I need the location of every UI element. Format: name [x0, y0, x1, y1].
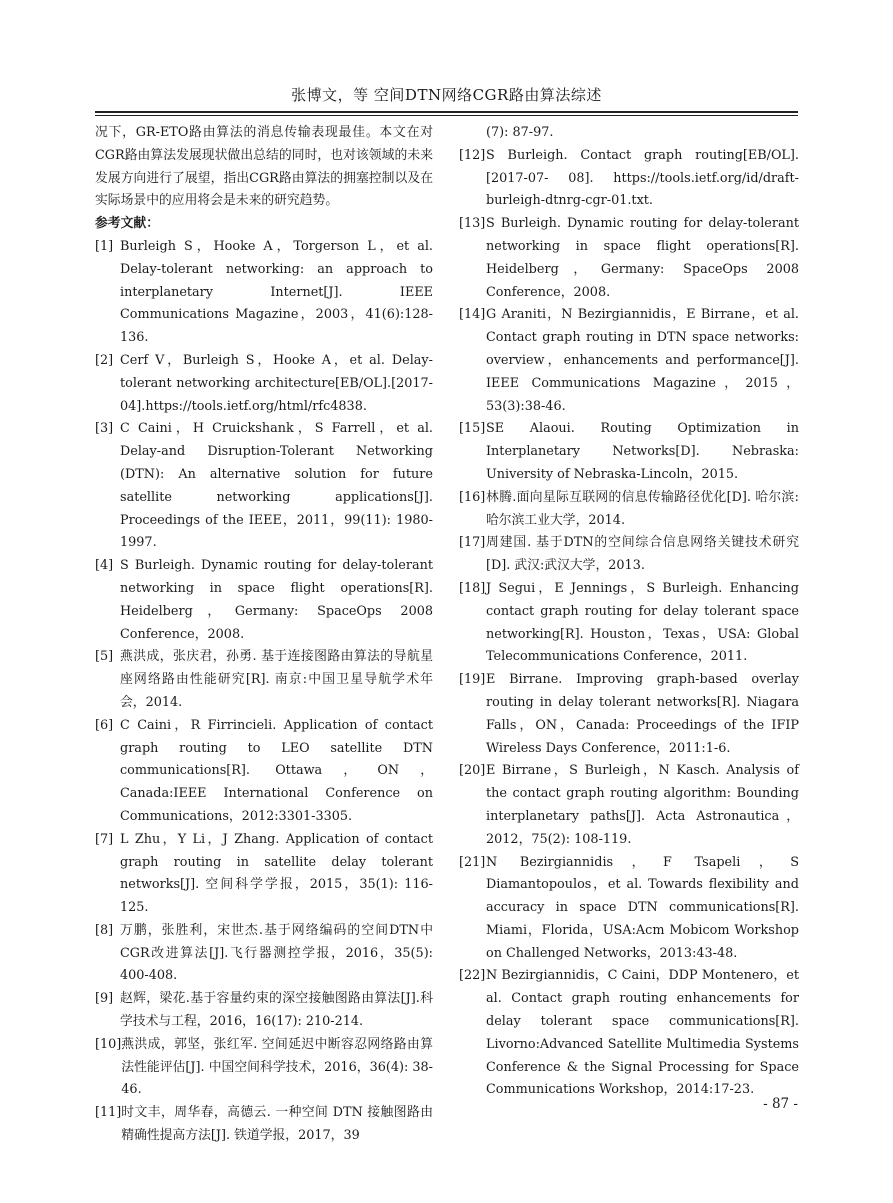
references-heading: 参考文献：	[95, 216, 159, 232]
running-header: 张博文，等 空间DTN网络CGR路由算法综述	[291, 86, 602, 104]
reference-number: [10]	[95, 1036, 122, 1052]
reference-text: N Bezirgiannidis，F Tsapeli，S Diamantopoulos，et al. Towards flexibility and accuracy in space DTN communications[R]. Miami，Florida，USA:Acm Mobicom Workshop on Challenged Networks，2013:43-48.	[486, 854, 799, 961]
reference-item	[459, 852, 799, 966]
reference-number: [15]	[459, 421, 486, 437]
header-rule-thin	[95, 115, 798, 116]
reference-item	[95, 1034, 433, 1102]
reference-text: C Caini，H Cruickshank，S Farrell，et al. Delay-and Disruption-Tolerant Networking (DTN): An alternative solution for future satellite networking applications[J]. Proceedings of the IEEE，2011，99(11): 1980-1997.	[120, 421, 433, 551]
reference-number: [9]	[95, 991, 114, 1007]
reference-text: Cerf V，Burleigh S，Hooke A，et al. Delay-tolerant networking architecture[EB/OL].[2017-04].https://tools.ietf.org/html/rfc4838.	[120, 352, 433, 414]
reference-number: [22]	[459, 968, 486, 984]
reference-number: [20]	[459, 763, 486, 779]
references-list-right	[459, 145, 799, 1102]
page-number: - 87 -	[763, 1096, 798, 1112]
reference-item	[95, 920, 433, 988]
reference-item	[95, 646, 433, 714]
reference-text: S Burleigh. Dynamic routing for delay-tolerant networking in space flight operations[R]. Heidelberg，Germany: SpaceOps 2008 Conference，2008.	[120, 558, 433, 642]
conclusion-paragraph: 况下，GR-ETO路由算法的消息传输表现最佳。本文在对CGR路由算法发展现状做出总结的同时，也对该领域的未来发展方向进行了展望，指出CGR路由算法的拥塞控制以及在实际场景中的应用将会是未来的研究趋势。	[95, 125, 433, 209]
reference-item	[459, 532, 799, 578]
reference-text: J Segui，E Jennings，S Burleigh. Enhancing contact graph routing for delay tolerant space networking[R]. Houston，Texas，USA: Global Telecommunications Conference，2011.	[486, 580, 799, 665]
reference-text: S Burleigh. Contact graph routing[EB/OL]. [2017-07- 08]. https://tools.ietf.org/id/draft- burleigh-dtnrg-cgr-01.txt.	[486, 147, 799, 209]
reference-text: 燕洪成，郭坚，张红军. 空间延迟中断容忍网络路由算法性能评估[J]. 中国空间科学技术，2016，36(4): 38-46.	[121, 1036, 433, 1098]
reference-number: [21]	[459, 854, 486, 870]
reference-text: L Zhu，Y Li，J Zhang. Application of contact graph routing in satellite delay tolerant networks[J]. 空间科学学报，2015，35(1): 116-125.	[120, 831, 433, 916]
reference-number: [18]	[459, 580, 486, 596]
reference-item	[459, 760, 799, 851]
reference-item	[95, 418, 433, 555]
reference-item	[459, 578, 799, 669]
reference-number: [14]	[459, 307, 486, 323]
reference-item	[459, 213, 799, 304]
reference-item	[95, 236, 433, 350]
reference-number: [4]	[95, 558, 114, 574]
reference-text: S Burleigh. Dynamic routing for delay-tolerant networking in space flight operations[R]. Heidelberg，Germany: SpaceOps 2008 Conference，2008.	[486, 216, 799, 300]
reference-text: N Bezirgiannidis，C Caini，DDP Montenero，et al. Contact graph routing enhancements for delay tolerant space communications[R]. Livorno:Advanced Satellite Multimedia Systems Conference & the Signal Processing for Space Communications Workshop，2014:17-23.	[486, 968, 799, 1098]
reference-text: 林腾.面向星际互联网的信息传输路径优化[D]. 哈尔滨:哈尔滨工业大学，2014.	[486, 489, 799, 528]
reference-11-continuation: (7): 87-97.	[486, 125, 554, 140]
reference-item	[459, 304, 799, 418]
reference-number: [11]	[95, 1105, 122, 1121]
reference-text: E Birrane，S Burleigh，N Kasch. Analysis of the contact graph routing algorithm: Bounding interplanetary paths[J]. Acta Astronautica，2012，75(2): 108-119.	[486, 763, 799, 847]
reference-number: [7]	[95, 831, 114, 847]
reference-item	[95, 829, 433, 920]
reference-number: [1]	[95, 238, 114, 254]
reference-number: [5]	[95, 649, 114, 665]
reference-item	[95, 1102, 433, 1148]
reference-number: [13]	[459, 216, 486, 232]
references-list-left	[95, 236, 433, 1148]
reference-text: 周建国. 基于DTN的空间综合信息网络关键技术研究[D]. 武汉:武汉大学，2013.	[486, 535, 799, 574]
reference-number: [16]	[459, 489, 486, 505]
reference-text: G Araniti，N Bezirgiannidis，E Birrane，et al. Contact graph routing in DTN space networks: overview，enhancements and performance[J]. IEEE Communications Magazine，2015，53(3):38-46.	[486, 307, 799, 414]
reference-number: [2]	[95, 352, 114, 368]
reference-number: [12]	[459, 147, 486, 163]
reference-text: 赵辉，梁花.基于容量约束的深空接触图路由算法[J].科学技术与工程，2016，16(17): 210-214.	[120, 991, 433, 1030]
reference-item	[95, 988, 433, 1034]
reference-text: E Birrane. Improving graph-based overlay routing in delay tolerant networks[R]. Niagara Falls，ON，Canada: Proceedings of the IFIP Wireless Days Conference，2011:1-6.	[486, 672, 799, 756]
reference-text: 燕洪成，张庆君，孙勇. 基于连接图路由算法的导航星座网络路由性能研究[R]. 南京:中国卫星导航学术年会，2014.	[120, 649, 433, 710]
reference-item	[95, 715, 433, 829]
reference-number: [8]	[95, 922, 114, 938]
reference-continuation	[459, 122, 799, 145]
right-column	[459, 122, 799, 1102]
reference-text: 时文丰，周华春，高德云. 一种空间 DTN 接触图路由精确性提高方法[J]. 铁道学报，2017，39	[121, 1105, 433, 1144]
reference-item	[459, 669, 799, 760]
reference-text: 万鹏，张胜利，宋世杰.基于网络编码的空间DTN中CGR改进算法[J].飞行器测控学报，2016，35(5): 400-408.	[120, 922, 433, 984]
left-column	[95, 122, 433, 1148]
reference-number: [6]	[95, 717, 114, 733]
reference-item	[95, 350, 433, 418]
reference-number: [19]	[459, 672, 486, 688]
reference-number: [17]	[459, 535, 486, 551]
header-rule	[95, 111, 798, 113]
reference-number: [3]	[95, 421, 114, 437]
reference-text: C Caini，R Firrincieli. Application of contact graph routing to LEO satellite DTN communications[R]. Ottawa，ON，Canada:IEEE International Conference on Communications，2012:3301-3305.	[120, 717, 433, 824]
reference-item	[459, 487, 799, 533]
reference-item	[459, 965, 799, 1102]
reference-item	[95, 555, 433, 646]
reference-text: SE Alaoui. Routing Optimization in Interplanetary Networks[D]. Nebraska: University of Nebraska-Lincoln，2015.	[486, 421, 799, 482]
reference-item	[459, 145, 799, 213]
reference-text: Burleigh S，Hooke A，Torgerson L，et al. Delay-tolerant networking: an approach to interplanetary Internet[J]. IEEE Communications Magazine，2003，41(6):128-136.	[120, 238, 433, 346]
reference-item	[459, 418, 799, 486]
